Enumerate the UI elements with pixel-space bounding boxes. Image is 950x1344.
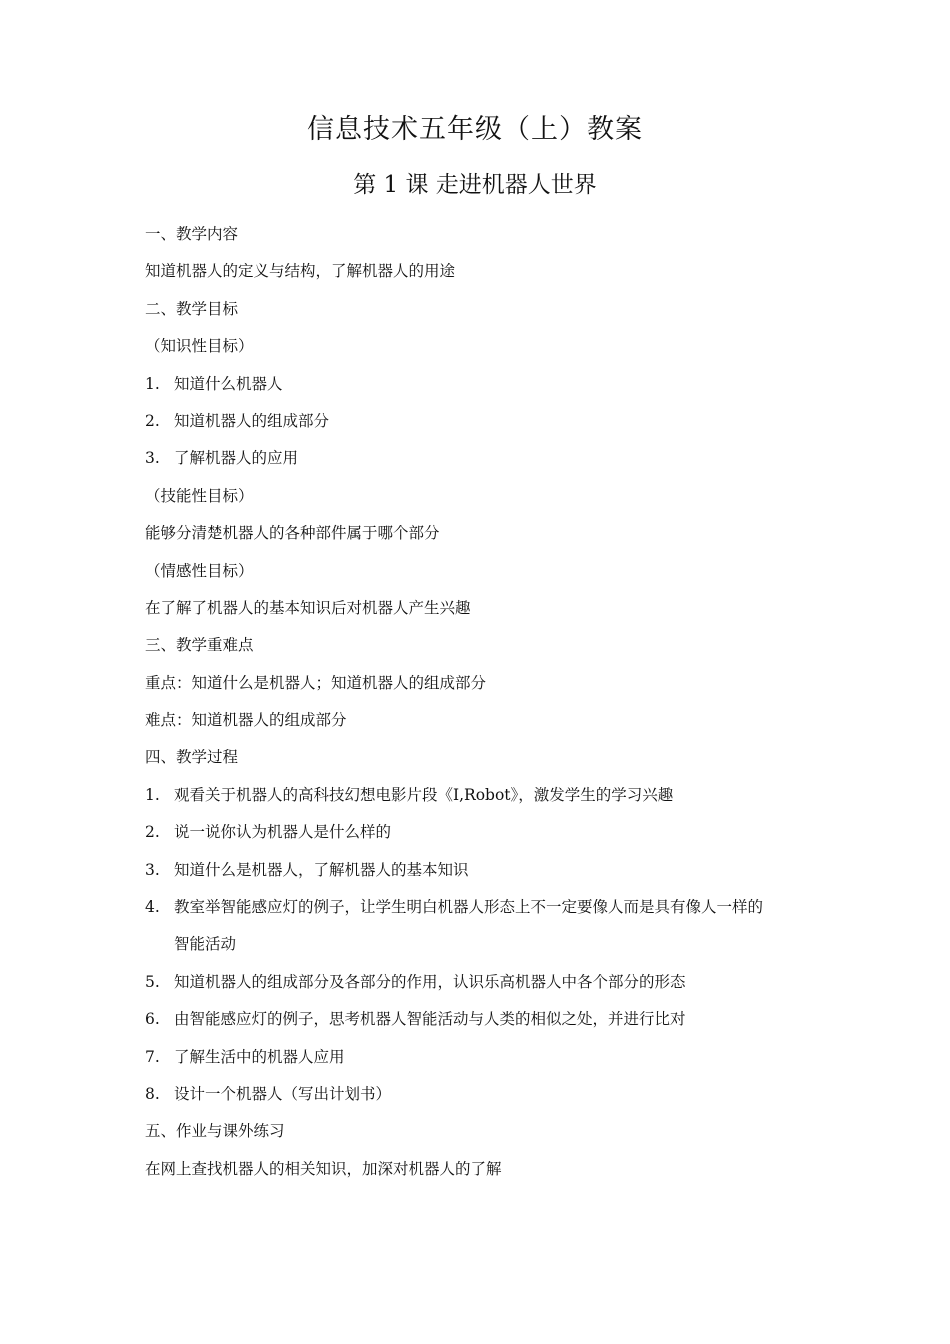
list-item [145, 970, 825, 1007]
list-text: 知道什么机器人 [174, 374, 283, 393]
list-item [145, 446, 825, 483]
list-item [145, 372, 825, 409]
list-item [145, 409, 825, 446]
homework-text: 在网上查找机器人的相关知识，加深对机器人的了解 [145, 1159, 502, 1178]
list-number: 4. [145, 898, 160, 917]
list-number: 3. [145, 449, 160, 468]
list-item [145, 1007, 825, 1044]
list-text: 了解机器人的应用 [174, 449, 299, 468]
emotion-goal-label: （情感性目标） [145, 561, 254, 580]
list-item [145, 895, 825, 970]
list-text-continued: 智能活动 [174, 935, 237, 954]
section-heading-content: 一、教学内容 [145, 225, 239, 243]
list-text: 知道什么是机器人，了解机器人的基本知识 [174, 860, 469, 879]
list-item [145, 1045, 825, 1082]
list-text: 设计一个机器人（写出计划书） [174, 1084, 392, 1103]
section-heading-process: 四、教学过程 [145, 748, 239, 767]
section-heading-homework: 五、作业与课外练习 [145, 1122, 285, 1141]
list-text: 教室举智能感应灯的例子，让学生明白机器人形态上不一定要像人而是具有像人一样的 [174, 898, 764, 917]
list-number: 2. [145, 411, 160, 430]
list-item [145, 820, 825, 857]
list-number: 2. [145, 823, 160, 842]
list-number: 5. [145, 972, 160, 991]
list-text: 由智能感应灯的例子，思考机器人智能活动与人类的相似之处，并进行比对 [174, 1010, 686, 1029]
key-point-text: 重点：知道什么是机器人；知道机器人的组成部分 [145, 673, 487, 692]
document-title: 信息技术五年级（上）教案 [307, 114, 643, 145]
list-text: 知道机器人的组成部分 [174, 411, 330, 430]
list-text: 说一说你认为机器人是什么样的 [174, 823, 392, 842]
content-text: 知道机器人的定义与结构，了解机器人的用途 [145, 262, 456, 281]
difficult-point-text: 难点：知道机器人的组成部分 [145, 711, 347, 730]
emotion-goal-text: 在了解了机器人的基本知识后对机器人产生兴趣 [145, 598, 471, 617]
list-item [145, 858, 825, 895]
list-text-block [174, 895, 763, 970]
skill-goal-label: （技能性目标） [145, 486, 254, 505]
document-body [145, 222, 825, 1194]
list-text: 了解生活中的机器人应用 [174, 1047, 345, 1066]
list-number: 1. [145, 374, 160, 393]
list-number: 6. [145, 1010, 160, 1029]
list-number: 8. [145, 1084, 160, 1103]
list-item [145, 1082, 825, 1119]
section-heading-goals: 二、教学目标 [145, 299, 239, 318]
section-heading-key-points: 三、教学重难点 [145, 636, 254, 655]
skill-goal-text: 能够分清楚机器人的各种部件属于哪个部分 [145, 524, 440, 543]
list-text: 知道机器人的组成部分及各部分的作用，认识乐高机器人中各个部分的形态 [174, 972, 686, 991]
list-number: 1. [145, 785, 160, 804]
knowledge-goal-label: （知识性目标） [145, 337, 254, 356]
list-text: 观看关于机器人的高科技幻想电影片段《I,Robot》，激发学生的学习兴趣 [174, 785, 674, 804]
lesson-title: 第 1 课 走进机器人世界 [353, 172, 597, 198]
list-item [145, 783, 825, 820]
list-number: 7. [145, 1047, 160, 1066]
list-number: 3. [145, 860, 160, 879]
